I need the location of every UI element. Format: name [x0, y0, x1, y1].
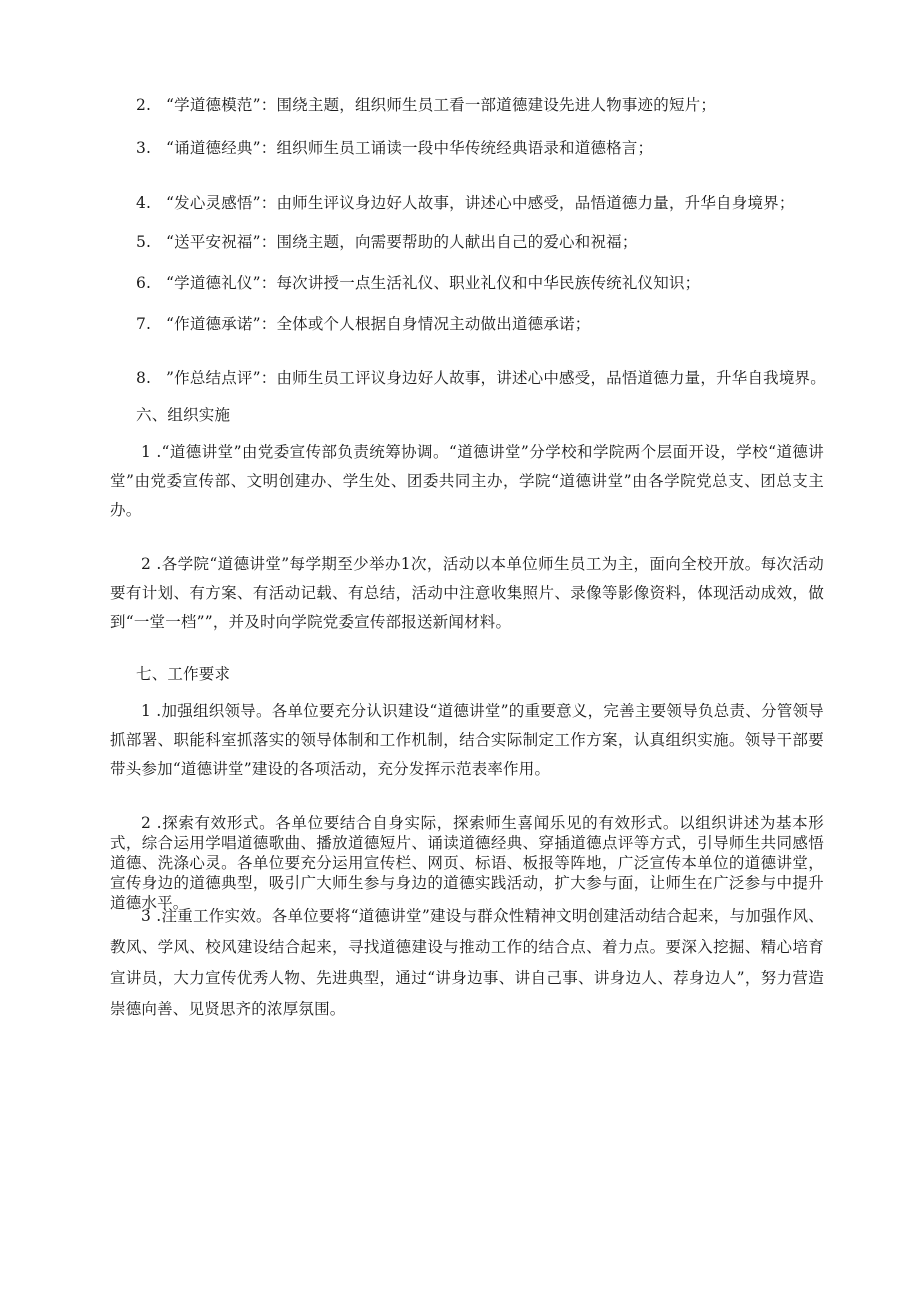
- list-number: 7.: [136, 315, 152, 333]
- list-text: “作道德承诺”：全体或个人根据自身情况主动做出道德承诺；: [166, 315, 591, 333]
- list-item: [136, 193, 795, 213]
- list-text: “发心灵感悟”：由师生评议身边好人故事，讲述心中感受，品悟道德力量，升华自身境界；: [166, 194, 795, 212]
- list-text: ”作总结点评”：由师生员工评议身边好人故事，讲述心中感受，品悟道德力量，升华自我境界。: [166, 369, 826, 387]
- paragraph: 2 .各学院“道德讲堂”每学期至少举办1次，活动以本单位师生员工为主，面向全校开放。每次活动要有计划、有方案、有活动记载、有总结，活动中注意收集照片、录像等影像资料，体现活动成效，做到“一堂一档””，并及时向学院党委宣传部报送新闻材料。: [110, 555, 824, 631]
- paragraph: 3 .注重工作实效。各单位要将“道德讲堂”建设与群众性精神文明创建活动结合起来，与加强作风、教风、学风、校风建设结合起来，寻找道德建设与推动工作的结合点、着力点。要深入挖掘、精心培育宣讲员，大力宣传优秀人物、先进典型，通过“讲身边事、讲自己事、讲身边人、荐身边人”，努力营造崇德向善、见贤思齐的浓厚氛围。: [110, 907, 824, 1018]
- list-item: [136, 138, 653, 158]
- list-item: [136, 95, 716, 115]
- list-text: “诵道德经典”：组织师生员工诵读一段中华传统经典语录和道德格言；: [166, 139, 654, 157]
- paragraph: 1 .“道德讲堂”由党委宣传部负责统筹协调。“道德讲堂”分学校和学院两个层面开设，学校“道德讲堂”由党委宣传部、文明创建办、学生处、团委共同主办，学院“道德讲堂”由各学院党总支、团总支主办。: [110, 443, 824, 519]
- section-heading: 六、组织实施: [136, 406, 231, 424]
- list-number: 5.: [136, 233, 152, 251]
- list-text: “学道德礼仪”：每次讲授一点生活礼仪、职业礼仪和中华民族传统礼仪知识；: [166, 274, 701, 292]
- list-number: 4.: [136, 194, 152, 212]
- paragraph: 1 .加强组织领导。各单位要充分认识建设“道德讲堂”的重要意义，完善主要领导负总责、分管领导抓部署、职能科室抓落实的领导体制和工作机制，结合实际制定工作方案，认真组织实施。领导干部要带头参加“道德讲堂”建设的各项活动，充分发挥示范表率作用。: [110, 702, 824, 778]
- list-number: 2.: [136, 96, 152, 114]
- list-number: 8.: [136, 369, 152, 387]
- list-item: [136, 232, 638, 252]
- section-heading: 七、工作要求: [136, 665, 231, 683]
- list-item: [136, 273, 700, 293]
- list-item: [136, 368, 826, 388]
- paragraph: 2 .探索有效形式。各单位要结合自身实际，探索师生喜闻乐见的有效形式。以组织讲述为基本形式，综合运用学唱道德歌曲、播放道德短片、诵读道德经典、穿插道德点评等方式，引导师生共同感悟道德、洗涤心灵。各单位要充分运用宣传栏、网页、标语、板报等阵地，广泛宣传本单位的道德讲堂，宣传身边的道德典型，吸引广大师生参与身边的道德实践活动，扩大参与面，让师生在广泛参与中提升道德水平。: [110, 814, 824, 912]
- list-number: 3.: [136, 139, 152, 157]
- list-text: “学道德模范”：围绕主题，组织师生员工看一部道德建设先进人物事迹的短片；: [166, 96, 717, 114]
- list-text: “送平安祝福”：围绕主题，向需要帮助的人献出自己的爱心和祝福；: [166, 233, 638, 251]
- list-number: 6.: [136, 274, 152, 292]
- list-item: [136, 314, 590, 334]
